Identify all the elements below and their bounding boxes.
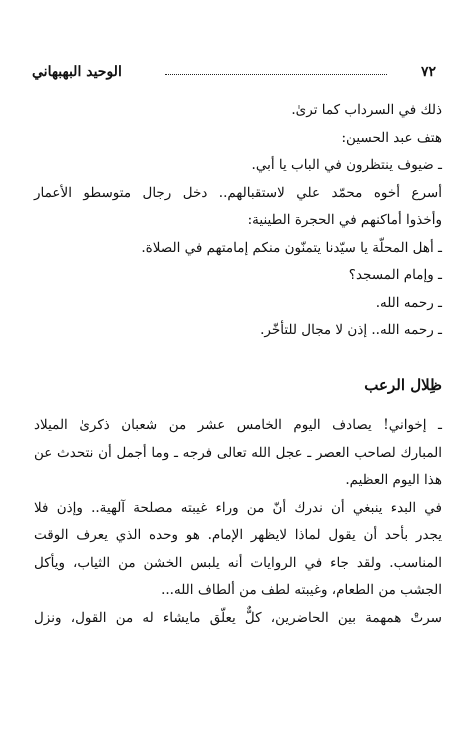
text-line: ـ أهل المحلّة يا سيّدنا يتمنّون منكم إمامتهم في الصلاة. <box>141 239 442 256</box>
text-line: ذلك في السرداب كما ترىٰ. <box>291 102 442 118</box>
running-title: الوحيد البهبهاني <box>32 64 122 80</box>
text-line: في البدء ينبغي أن ندرك أنّ من وراء غيبته مصلحة آلهية.. وإذن فلا <box>34 499 442 516</box>
text-line: ـ وإمام المسجد؟ <box>348 267 442 283</box>
text-line: الجشب من الطعام، وغيبته لطف من ألطاف الله... <box>161 582 442 598</box>
text-line: المبارك لصاحب العصر ـ عجل الله تعالى فرجه ـ وما أجمل أن نتحدث عن <box>34 444 442 461</box>
text-line: المناسب. ولقد جاء في الروايات أنه يلبس الخشن من الثياب، ويأكل <box>34 554 442 571</box>
text-line: سرتْ همهمة بين الحاضرين، كلٌّ يعلّق مايشاء له من القول، ونزل <box>34 609 442 626</box>
text-block-bottom <box>34 412 442 632</box>
text-line: يجدر بأحد أن يقول لماذا لايظهر الإمام. هو وحده الذي يعرف الوقت <box>34 527 442 543</box>
text-block-top <box>34 97 442 345</box>
text-line: ـ إخواني! يصادف اليوم الخامس عشر من شعبان ذكرىٰ الميلاد <box>34 417 442 433</box>
dotted-leader <box>165 74 387 75</box>
text-line: ـ ضيوف ينتظرون في الباب يا أبي. <box>251 157 442 173</box>
page-number: ٧٢ <box>420 64 436 80</box>
text-line: وأخذوا أماكنهم في الحجرة الطينية: <box>247 212 442 228</box>
text-line: أسرع أخوه محمّد علي لاستقبالهم.. دخل رجال متوسطو الأعمار <box>34 184 442 201</box>
text-line: ـ رحمه الله. <box>375 294 442 311</box>
text-line: هذا اليوم العظيم. <box>345 472 442 488</box>
section-heading: ظِلال الرعب <box>364 376 442 394</box>
text-line: هتف عبد الحسين: <box>341 129 442 146</box>
text-line: ـ رحمه الله.. إذن لا مجال للتأخّر. <box>260 322 442 338</box>
